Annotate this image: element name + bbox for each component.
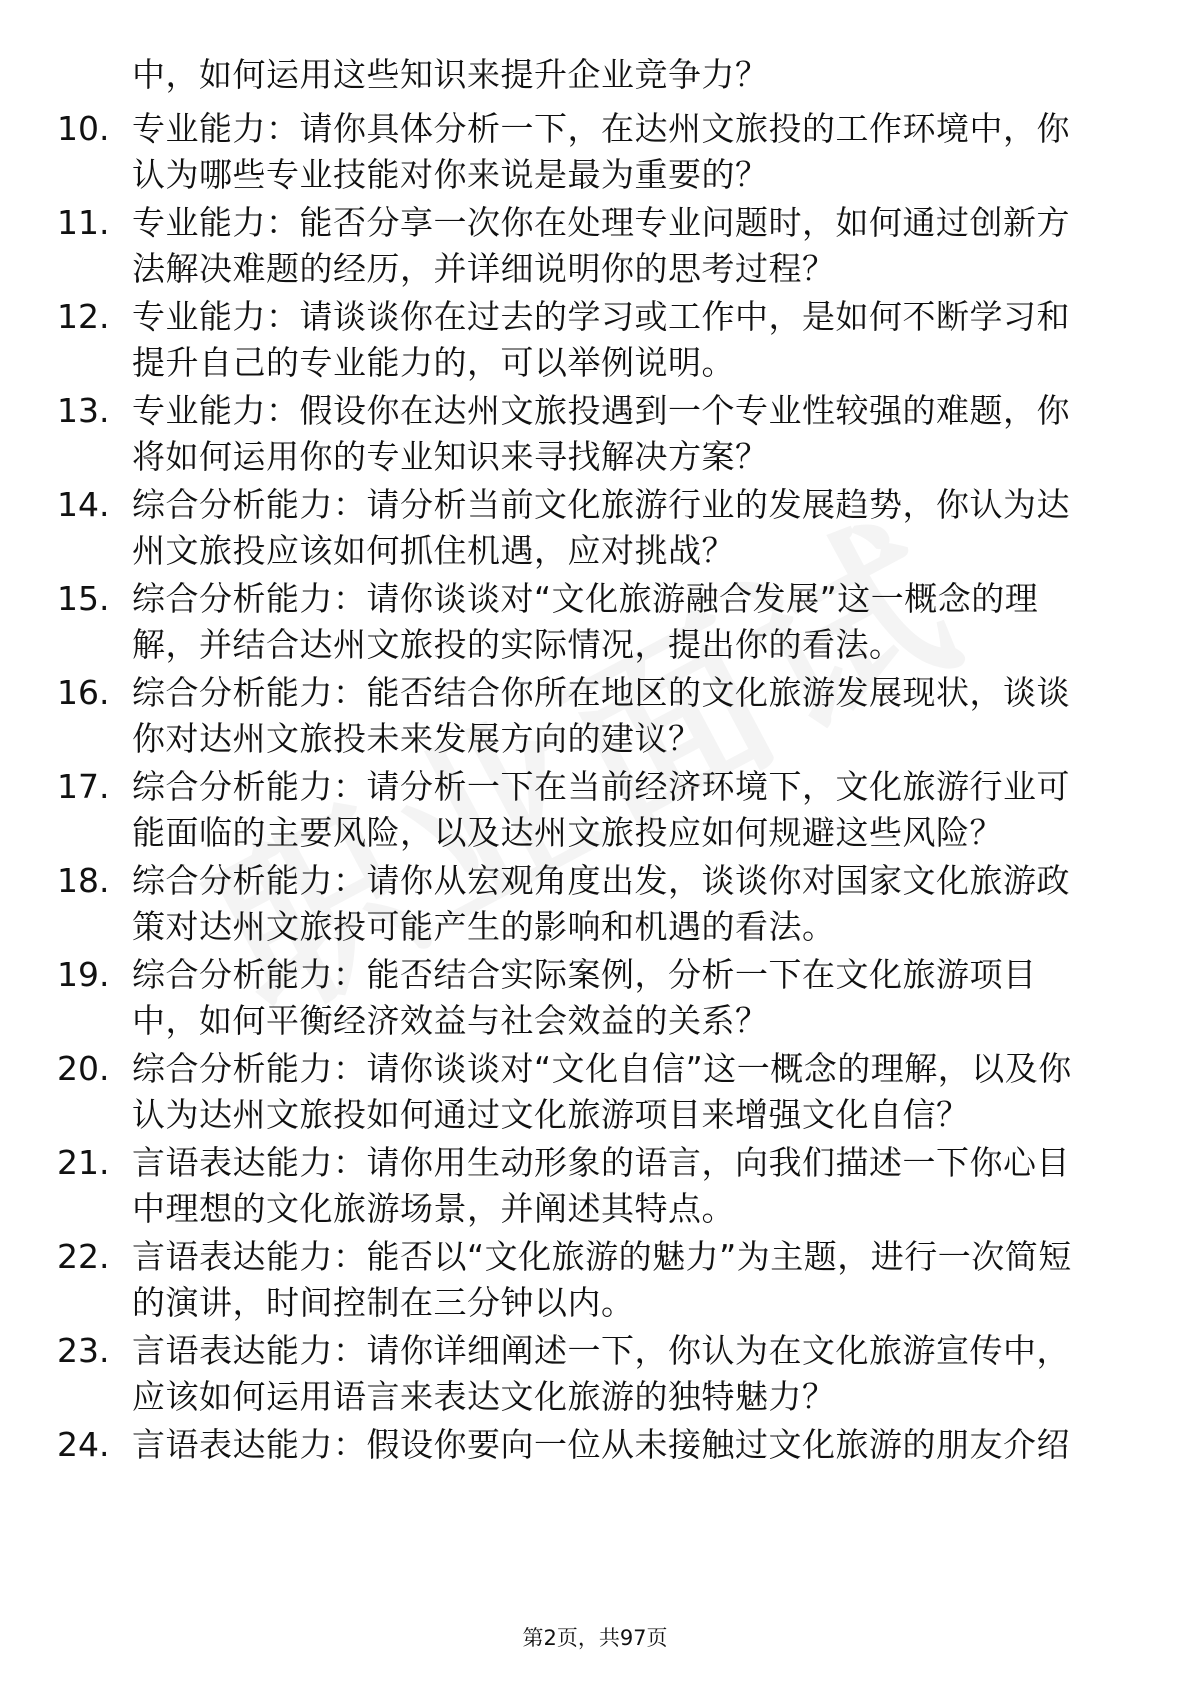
item-number: 24.: [57, 1425, 110, 1464]
list-item: [0, 952, 1190, 1048]
item-text: [132, 1234, 1152, 1326]
list-item: [0, 670, 1190, 766]
item-number: 10.: [57, 109, 110, 148]
item-line: 综合分析能力：请你谈谈对“文化旅游融合发展”这一概念的理: [132, 579, 1039, 618]
item-line: 应该如何运用语言来表达文化旅游的独特魅力？: [132, 1377, 836, 1416]
item-text: [132, 670, 1152, 762]
list-item: [0, 764, 1190, 860]
item-line: 专业能力：请你具体分析一下，在达州文旅投的工作环境中，你: [132, 109, 1070, 148]
item-line: 的演讲，时间控制在三分钟以内。: [132, 1283, 635, 1322]
item-line: 提升自己的专业能力的，可以举例说明。: [132, 343, 735, 382]
item-text: [132, 1328, 1152, 1420]
item-text: [132, 1422, 1152, 1468]
item-line: 言语表达能力：请你详细阐述一下，你认为在文化旅游宣传中，: [132, 1331, 1070, 1370]
item-number: 11.: [57, 203, 110, 242]
page-number-footer: 第2页，共97页: [522, 1626, 668, 1650]
item-text: [132, 858, 1152, 950]
item-number: 14.: [57, 485, 110, 524]
item-line: 解，并结合达州文旅投的实际情况，提出你的看法。: [132, 625, 903, 664]
item-line: 综合分析能力：能否结合你所在地区的文化旅游发展现状，谈谈: [132, 673, 1070, 712]
item-line: 认为达州文旅投如何通过文化旅游项目来增强文化自信？: [132, 1095, 970, 1134]
item-line: 策对达州文旅投可能产生的影响和机遇的看法。: [132, 907, 836, 946]
item-text: [132, 388, 1152, 480]
item-text: [132, 200, 1152, 292]
item-line: 综合分析能力：请你从宏观角度出发，谈谈你对国家文化旅游政: [132, 861, 1070, 900]
item-number: 15.: [57, 579, 110, 618]
item-line: 中理想的文化旅游场景，并阐述其特点。: [132, 1189, 735, 1228]
item-line: 法解决难题的经历，并详细说明你的思考过程？: [132, 249, 836, 288]
list-item: [0, 388, 1190, 484]
item-number: 21.: [57, 1143, 110, 1182]
list-item: [0, 482, 1190, 578]
list-item: [0, 1046, 1190, 1142]
item-number: 23.: [57, 1331, 110, 1370]
item-number: 18.: [57, 861, 110, 900]
item-line: 综合分析能力：请你谈谈对“文化自信”这一概念的理解，以及你: [132, 1049, 1072, 1088]
list-item: [0, 858, 1190, 954]
item-line: 将如何运用你的专业知识来寻找解决方案？: [132, 437, 769, 476]
item-number: 13.: [57, 391, 110, 430]
item-text: [132, 482, 1152, 574]
item-text: [132, 952, 1152, 1044]
item-line: 你对达州文旅投未来发展方向的建议？: [132, 719, 702, 758]
item-line: 专业能力：能否分享一次你在处理专业问题时，如何通过创新方: [132, 203, 1070, 242]
item-line: 专业能力：请谈谈你在过去的学习或工作中，是如何不断学习和: [132, 297, 1070, 336]
continued-line: 中，如何运用这些知识来提升企业竞争力？: [132, 55, 769, 94]
list-item: [0, 106, 1190, 202]
item-text: [132, 1140, 1152, 1232]
item-line: 专业能力：假设你在达州文旅投遇到一个专业性较强的难题，你: [132, 391, 1070, 430]
list-item: [0, 1422, 1190, 1518]
list-item: [0, 1328, 1190, 1424]
list-item: [0, 1234, 1190, 1330]
item-line: 中，如何平衡经济效益与社会效益的关系？: [132, 1001, 769, 1040]
item-line: 能面临的主要风险，以及达州文旅投应如何规避这些风险？: [132, 813, 1003, 852]
item-text: [132, 106, 1152, 198]
item-number: 17.: [57, 767, 110, 806]
item-text: [132, 1046, 1152, 1138]
item-number: 12.: [57, 297, 110, 336]
item-line: 认为哪些专业技能对你来说是最为重要的？: [132, 155, 769, 194]
item-text: [132, 764, 1152, 856]
item-line: 言语表达能力：假设你要向一位从未接触过文化旅游的朋友介绍: [132, 1425, 1070, 1464]
item-text: [132, 294, 1152, 386]
list-item: [0, 1140, 1190, 1236]
list-item: [0, 200, 1190, 296]
item-line: 综合分析能力：请分析当前文化旅游行业的发展趋势，你认为达: [132, 485, 1070, 524]
item-line: 言语表达能力：请你用生动形象的语言，向我们描述一下你心目: [132, 1143, 1070, 1182]
item-line: 言语表达能力：能否以“文化旅游的魅力”为主题，进行一次简短: [132, 1237, 1072, 1276]
item-text: [132, 576, 1152, 668]
list-item: [0, 576, 1190, 672]
item-number: 22.: [57, 1237, 110, 1276]
item-number: 19.: [57, 955, 110, 994]
item-line: 州文旅投应该如何抓住机遇，应对挑战？: [132, 531, 735, 570]
item-number: 16.: [57, 673, 110, 712]
list-item: [0, 294, 1190, 390]
item-line: 综合分析能力：请分析一下在当前经济环境下，文化旅游行业可: [132, 767, 1070, 806]
item-number: 20.: [57, 1049, 110, 1088]
item-line: 综合分析能力：能否结合实际案例，分析一下在文化旅游项目: [132, 955, 1037, 994]
